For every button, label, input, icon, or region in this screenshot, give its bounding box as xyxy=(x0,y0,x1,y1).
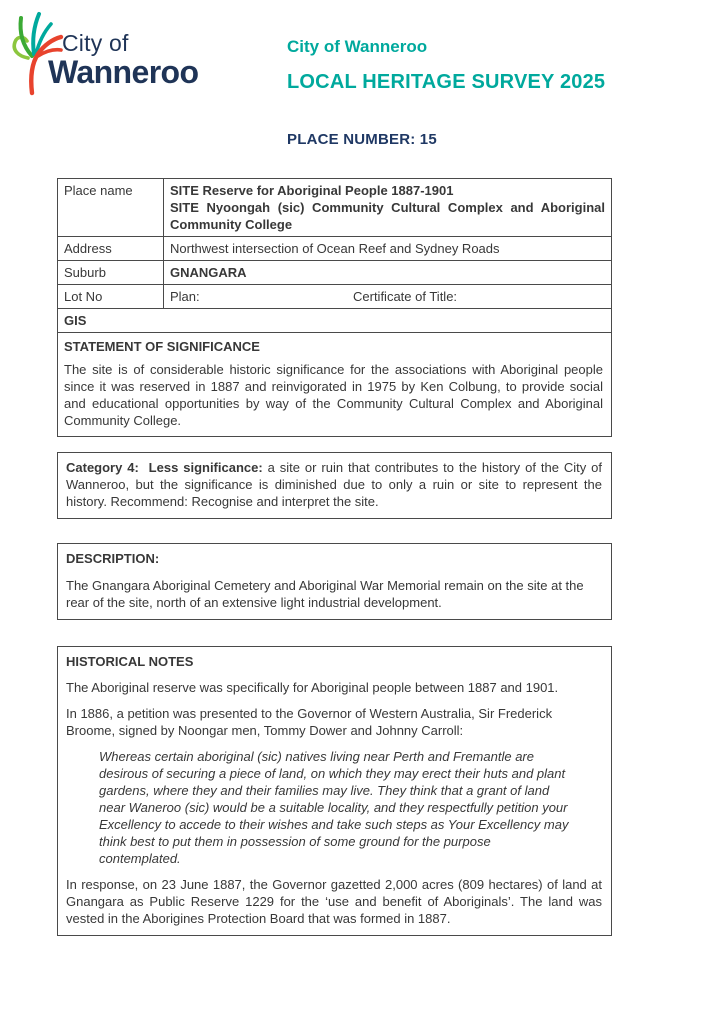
address-value: Northwest intersection of Ocean Reef and Sydney Roads xyxy=(164,237,612,261)
gis-label: GIS xyxy=(58,309,612,333)
row-label: Place name xyxy=(58,179,164,237)
category-lead: Category 4: Less significance: xyxy=(66,460,263,475)
table-row-statement xyxy=(58,333,612,437)
category-box xyxy=(57,452,612,519)
petition-quote: Whereas certain aboriginal (sic) natives living near Perth and Fremantle are desirous of securing a piece of land, on which they may erect their huts and plant gardens, where they and their families may live. They think that a grant of land near Waneroo (sic) would be a suitable locality, and they respectfully petition your Excellency to accede to their wishes and take such steps as Your Excellency may think best to put them in possession of some ground for the purpose contemplated. xyxy=(99,749,569,866)
table-row-gis xyxy=(58,309,612,333)
table-row-address xyxy=(58,237,612,261)
certificate-of-title-label: Certificate of Title: xyxy=(353,289,458,304)
statement-heading: STATEMENT OF SIGNIFICANCE xyxy=(64,339,260,354)
historical-para-1: The Aboriginal reserve was specifically for Aboriginal people between 1887 and 1901. xyxy=(66,680,559,695)
historical-notes-box xyxy=(57,646,612,936)
suburb-value: GNANGARA xyxy=(164,261,612,285)
row-label: Suburb xyxy=(58,261,164,285)
lot-no-value xyxy=(164,285,612,309)
document-header xyxy=(287,37,605,94)
org-title: City of Wanneroo xyxy=(287,37,428,56)
description-heading: DESCRIPTION: xyxy=(66,551,160,566)
table-row-place-name xyxy=(58,179,612,237)
table-row-lot-no xyxy=(58,285,612,309)
historical-para-3: In response, on 23 June 1887, the Governor gazetted 2,000 acres (809 hectares) of land at Gnangara as Public Reserve 1229 for the ‘use and benefit of Aboriginals’. The land was vested in the Aborigines Protection Board that was formed in 1887. xyxy=(66,877,602,926)
city-of-wanneroo-logo xyxy=(8,6,248,98)
logo-text-wanneroo: Wanneroo xyxy=(48,54,199,90)
description-box xyxy=(57,543,612,620)
category-text xyxy=(66,459,606,510)
plan-label: Plan: xyxy=(170,289,200,304)
document-body xyxy=(57,178,612,936)
statement-of-significance xyxy=(58,333,612,437)
statement-body: The site is of considerable historic significance for the associations with Aboriginal people since it was reserved in 1887 and reinvigorated in 1975 by Ken Colbung, to provide social and educational opportunities by way of the Community Cultural Complex and Aboriginal Community College. xyxy=(64,362,603,428)
row-label: Lot No xyxy=(58,285,164,309)
place-number: PLACE NUMBER: 15 xyxy=(287,131,437,148)
place-details-table xyxy=(57,178,612,437)
historical-notes-heading: HISTORICAL NOTES xyxy=(66,654,194,669)
place-name-line-1: SITE Reserve for Aboriginal People 1887-1901 xyxy=(170,183,454,198)
table-row-suburb xyxy=(58,261,612,285)
place-name-line-2: SITE Nyoongah (sic) Community Cultural Complex and Aboriginal Community College xyxy=(170,200,605,232)
row-label: Address xyxy=(58,237,164,261)
historical-para-2: In 1886, a petition was presented to the Governor of Western Australia, Sir Frederick Broome, signed by Noongar men, Tommy Dower and Johnny Carroll: xyxy=(66,706,553,738)
logo-text-city-of: City of xyxy=(62,30,129,56)
place-name-value xyxy=(164,179,612,237)
description-body: The Gnangara Aboriginal Cemetery and Aboriginal War Memorial remain on the site at the rear of the site, north of an extensive light industrial development. xyxy=(66,578,584,610)
survey-title: LOCAL HERITAGE SURVEY 2025 xyxy=(287,71,606,93)
category-rest: a site or ruin that contributes to the history of the City of Wanneroo, but the significance is diminished due to only a ruin or site to represent the history. Recommend: Recognise and interpret the site. xyxy=(66,460,606,509)
